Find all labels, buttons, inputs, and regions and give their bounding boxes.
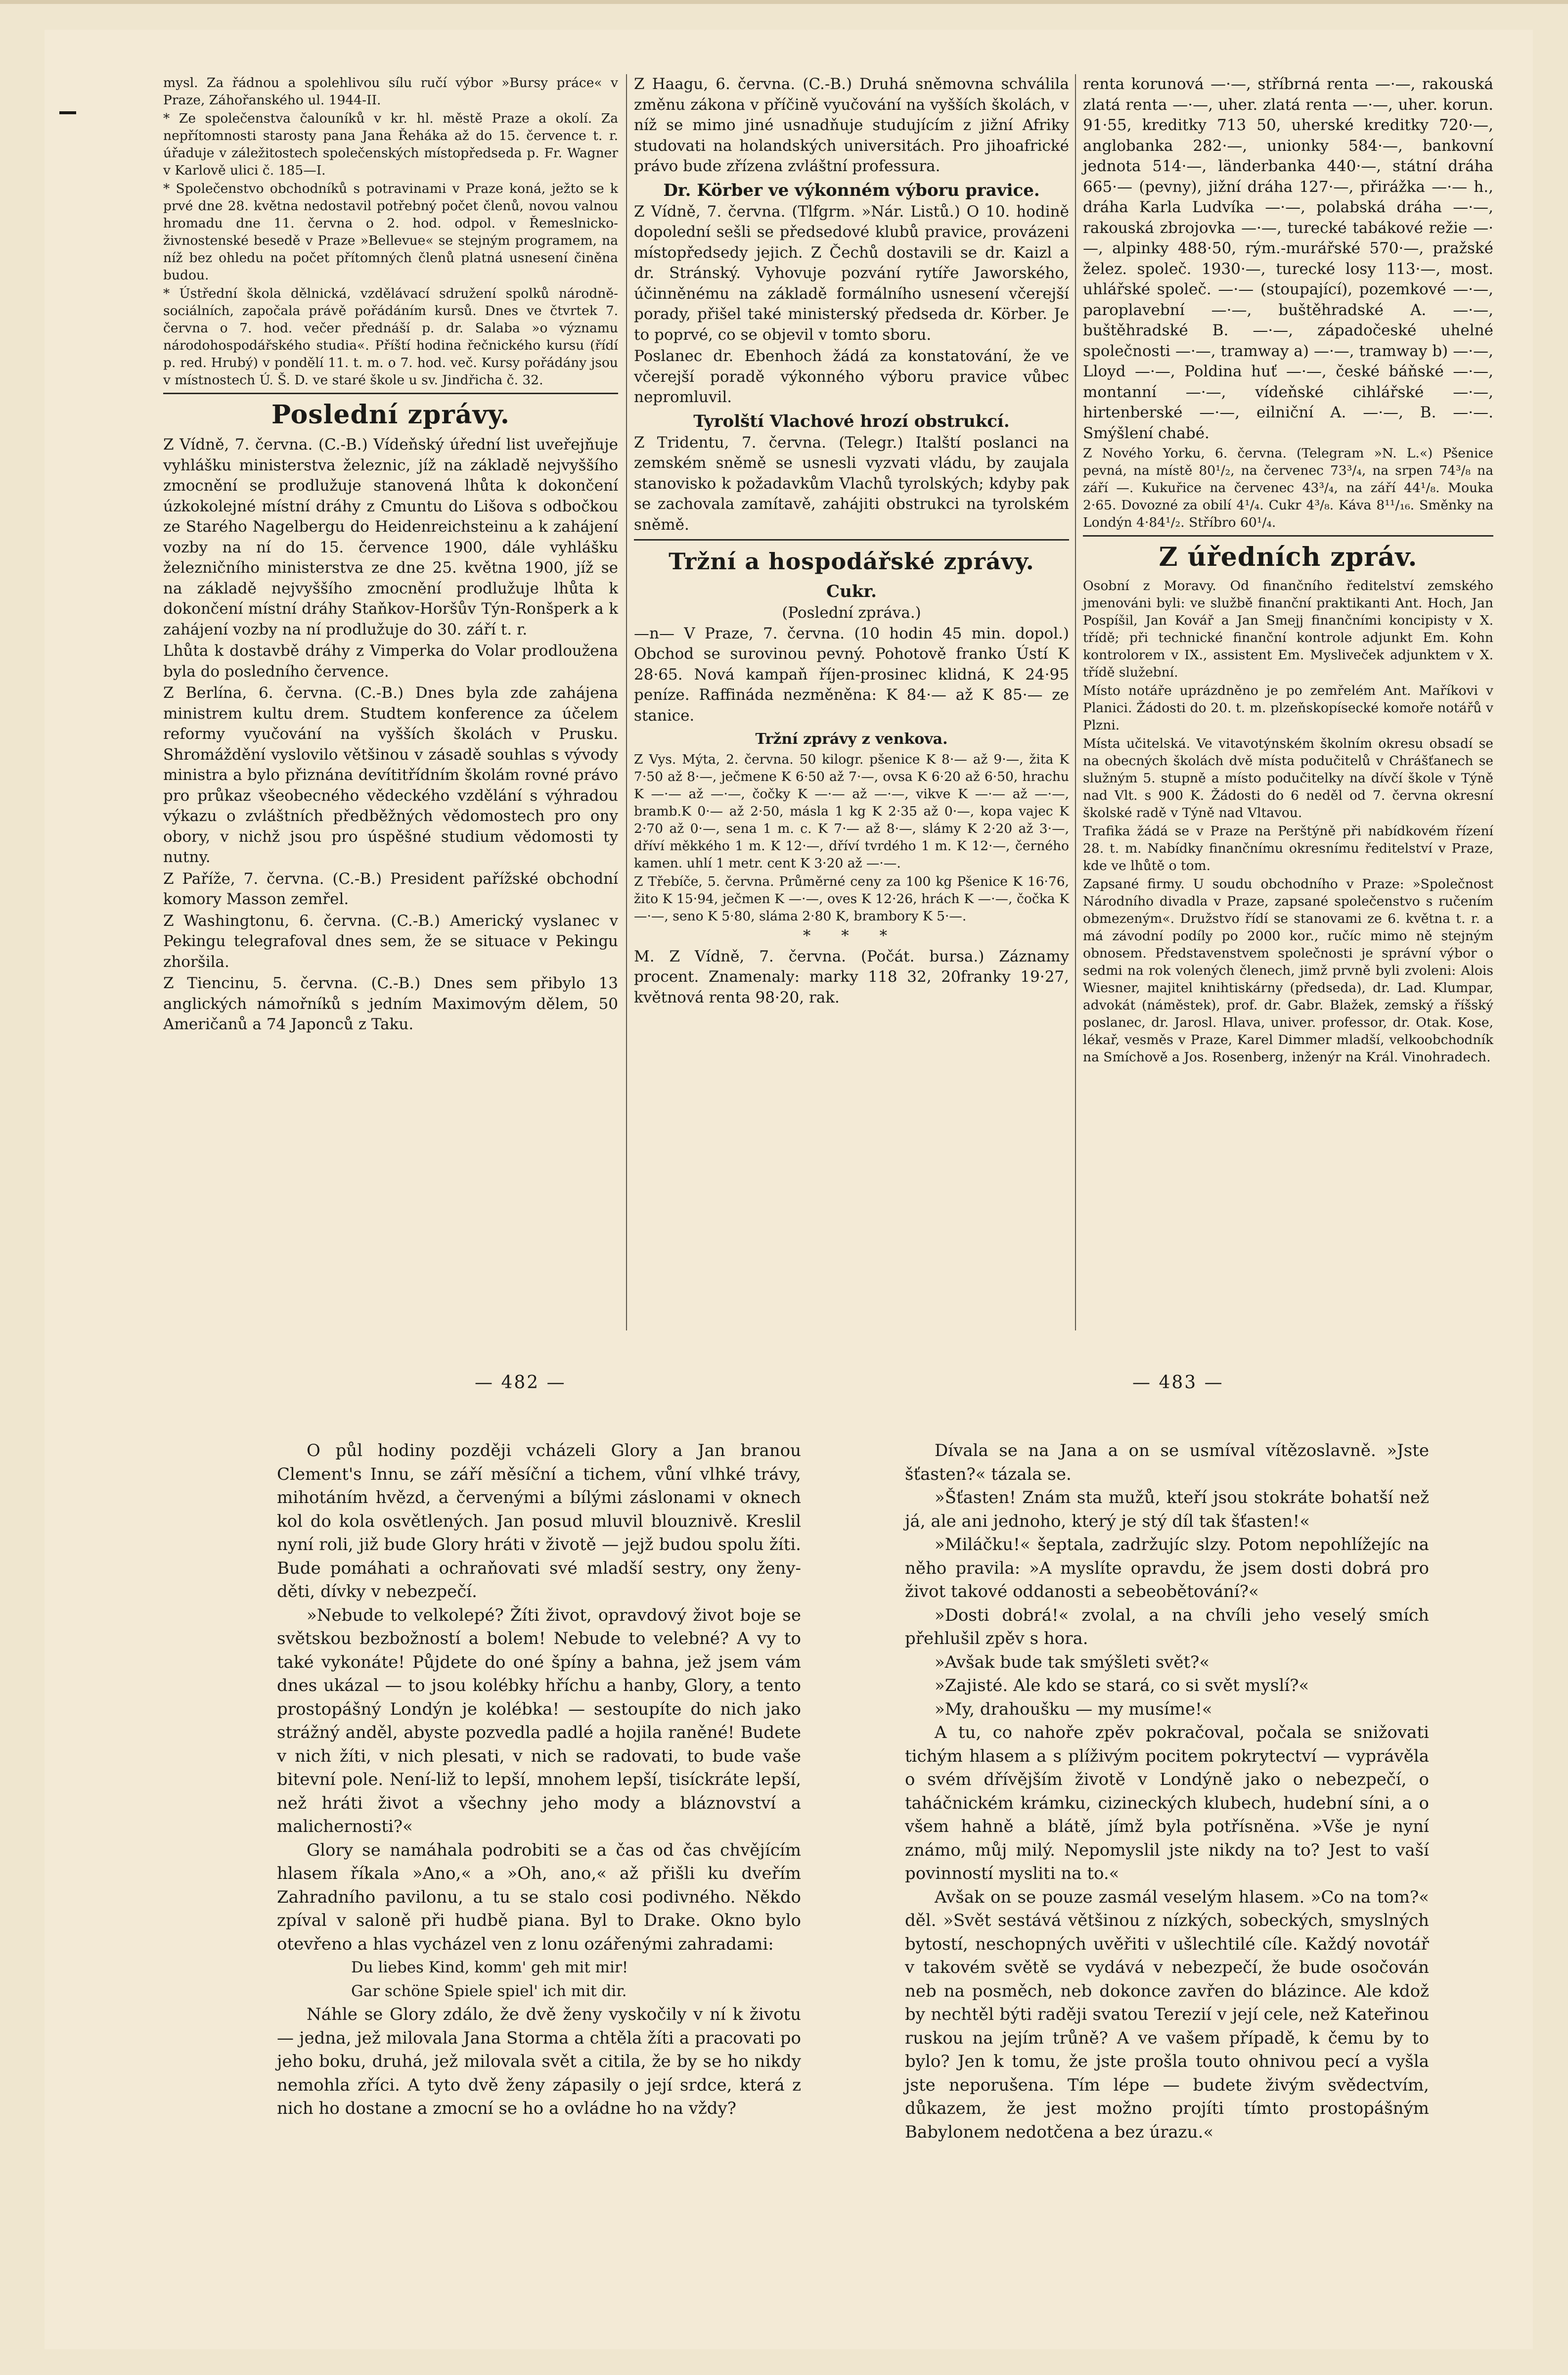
- news-paragraph: Z Washingtonu, 6. června. (C.-B.) Americký vyslanec v Pekingu telegrafoval dnes sem, že se situace v Pekingu zhoršila.: [163, 912, 618, 971]
- article-heading: Dr. Körber ve výkonném výboru pravice.: [663, 180, 1040, 200]
- section-heading-latest-news: Poslední zprávy.: [271, 400, 510, 430]
- novel-paragraph: Dívala se na Jana a on se usmíval vítězoslavně. »Jste šťasten?« tázala se.: [905, 1441, 1429, 1484]
- section-rule: [634, 539, 1069, 541]
- news-paragraph: Z Tiencinu, 5. června. (C.-B.) Dnes sem přibylo 13 anglických námořníků s jedním Maximovým dělem, 50 Američanů a 74 Japonců z Taku.: [163, 974, 618, 1033]
- market-paragraph: M. Z Vídně, 7. června. (Počát. bursa.) Záznamy procent. Znamenaly: marky 118 32, 20franky 19·27, květnová renta 98·20, rak.: [634, 947, 1069, 1006]
- column-2: [634, 74, 1069, 1009]
- column-1: [163, 74, 618, 1036]
- song-verse: Du liebes Kind, komm' geh mit mir!: [351, 1959, 628, 1976]
- scan-edge: [0, 0, 1568, 4]
- novel-paragraph: Náhle se Glory zdálo, že dvě ženy vyskočily v ní k životu — jedna, jež milovala Jana Storma a chtěla žíti a pracovati po jeho boku, druhá, jež milovala svět a citila, že by se ho nikdy nemohla zříci. A tyto dvě ženy zápasily o její srdce, která z nich ho dostane a zmocní se ho a ovládne ho na vždy?: [277, 2005, 801, 2118]
- novel-paragraph: O půl hodiny později vcházeli Glory a Jan branou Clement's Innu, se září měsíční a tichem, vůní vlhké trávy, mihotáním hvězd, a červenými a bílými záslonami v oknech kol do kola osvětlených. Jan posud mluvil blouznivě. Kreslil nyní roli, již bude Glory hráti v životě — jejž budou spolu žíti. Bude pomáhati a ochraňovati své mladší sestry, ony ženy-děti, dívky v nebezpečí.: [277, 1441, 801, 1601]
- article-heading: Tyrolští Vlachové hrozí obstrukcí.: [693, 411, 1010, 431]
- news-paragraph: Z Tridentu, 7. června. (Telegr.) Italští poslanci na zemském sněmě se usnesli vyzvati vládu, by zaujala stanovisko k požadavkům Vlachů tyrolských; kdyby pak se zachovala zamítavě, zahájiti obstrukci na tyrolském sněmě.: [634, 433, 1069, 534]
- notice-paragraph: * Společenstvo obchodníků s potravinami v Praze koná, ježto se k prvé dne 28. května nedostavil potřebný počet členů, novou valnou hromadu dne 11. června o 2. hod. odpol. v Řemeslnicko-živnostenské besedě v Praze »Bellevue« se stejným programem, na níž bez ohledu na počet přítomných členů platná usnesení činěna budou.: [163, 181, 618, 283]
- column-3: [1083, 74, 1493, 1067]
- subheading-note: (Poslední zpráva.): [782, 604, 921, 622]
- column-rule: [1075, 74, 1076, 1330]
- song-verse: Gar schöne Spiele spiel' ich mit dir.: [351, 1982, 627, 2000]
- news-paragraph: Z Paříže, 7. června. (C.-B.) President pařížské obchodní komory Masson zemřel.: [163, 869, 618, 908]
- notice-paragraph: mysl. Za řádnou a spolehlivou sílu ručí výbor »Bursy práce« v Praze, Záhořanského ul. 1944-II.: [163, 75, 618, 108]
- official-paragraph: Zapsané firmy. U soudu obchodního v Praze: »Společnost Národního divadla v Praze, zapsané společenstvo s ručením obmezeným«. Družstvo řídí se stanovami ze 6. května t. r. a má závodní podíly po 2000 kor., ručíc mimo ně stejným obnosem. Představenstvem společnosti je správní výbor o sedmi na rok volených členech, jimž prvně byli zvoleni: Alois Wiesner, majitel knihtiskárny (předseda), dr. Lad. Klumpar, advokát (náměstek), prof. dr. Gabr. Blažek, zemský a říšský poslanec, dr. Jarosl. Hlava, univer. professor, dr. Otak. Kose, lékař, vesměs v Praze, Karel Dimmer mladší, velkoobchodník na Smíchově a Jos. Rosenberg, inženýr na Král. Vinohradech.: [1083, 876, 1493, 1065]
- market-paragraph: Z Nového Yorku, 6. června. (Telegram »N. L.«) Pšenice pevná, na místě 80¹/₂, na červenec 73³/₄, na srpen 74³/₈ na září —. Kukuřice na červenec 43³/₄, na září 44¹/₈. Mouka 2·65. Dovozné za obilí 4¹/₄. Cukr 4³/₈. Káva 8¹¹/₁₆. Směnky na Londýn 4·84¹/₂. Stříbro 60¹/₄.: [1083, 446, 1493, 530]
- news-paragraph: Z Haagu, 6. června. (C.-B.) Druhá sněmovna schválila změnu zákona v příčině vyučování na vyšších školách, v níž se mimo jiné usnadňuje studujícím z jižní Afriky studovati na holandských universitách. Pro jihoafrické právo bude zřízena zvláštní professura.: [634, 75, 1069, 175]
- column-rule: [626, 74, 627, 1330]
- novel-paragraph: »Avšak bude tak smýšleti svět?«: [935, 1652, 1210, 1672]
- novel-text-left: [277, 1439, 801, 2121]
- official-paragraph: Trafika žádá se v Praze na Perštýně při nabídkovém řízení 28. t. m. Nabídky finančnímu okresnímu ředitelství v Praze, kde ve lhůtě o tom.: [1083, 823, 1493, 873]
- notice-paragraph: * Ústřední škola dělnická, vzdělávací sdružení spolků národně-sociálních, započala právě pořádáním kursů. Dnes ve čtvrtek 7. června o 7. hod. večer přednáší p. dr. Salaba »o významu národohospodářského studia«. Příští hodina řečnického kursu (řídí p. red. Hrubý) v pondělí 11. t. m. o 7. hod. več. Kursy pořádány jsou v místnostech Ú. Š. D. ve staré škole u sv. Jindřicha č. 32.: [163, 286, 618, 388]
- official-paragraph: Místo notáře uprázdněno je po zemřelém Ant. Maříkovi v Planici. Žádosti do 20. t. m. plzeňskopísecké komoře notářů v Plzni.: [1083, 683, 1493, 733]
- novel-paragraph: A tu, co nahoře zpěv pokračoval, počala se snižovati tichým hlasem a s plíživým pocitem pokrytectví — vyprávěla o svém dřívějším životě v Londýně jako o nebezpečí, o taháčnickém krámku, cizineckých klubech, hudební síni, a o všem hahně a blátě, jímž byla potřísněna. »Vše je nyní známo, můj milý. Nepomyslil jste nikdy na to? Jest to vaší povinností mysliti na to.«: [905, 1723, 1429, 1883]
- market-paragraph: Z Třebíče, 5. června. Průměrné ceny za 100 kg Pšenice K 16·76, žito K 15·94, ječmen K —·—, oves K 12·26, hrách K —·—, čočka K —·—, seno K 5·80, sláma 2·80 K, brambory K 5·—.: [634, 874, 1069, 924]
- news-paragraph: Poslanec dr. Ebenhoch žádá za konstatování, že ve včerejší poradě výkonného výboru pravice vůbec nepromluvil.: [634, 347, 1069, 406]
- official-paragraph: Místa učitelská. Ve vitavotýnském školním okresu obsadí se na obecných školách dvě místa podučitelů v Chrášťanech se služným 5. stupně a místo podučitelky na dívčí škole v Týně nad Vlt. s 900 K. Žádosti do 6 neděl od 7. června okresní školské radě v Týně nad Vltavou.: [1083, 736, 1493, 821]
- news-paragraph: Lhůta k dostavbě dráhy z Vimperka do Volar prodloužena byla do posledního července.: [163, 642, 618, 681]
- novel-paragraph: »Zajisté. Ale kdo se stará, co si svět myslí?«: [935, 1676, 1309, 1695]
- separator-stars: * * *: [803, 927, 900, 945]
- news-paragraph: Z Vídně, 7. června. (C.-B.) Vídeňský úřední list uveřejňuje vyhlášku ministerstva železnic, jíž na základě nejvyššího zmocnění se prodlužuje stanovená lhůta k dokončení úzkokolejné místní dráhy z Cmuntu do Lišova s odbočkou ze Starého Nagelbergu do Heidenreichsteinu a k zahájení vozby na ní do 15. července 1900, dále vyhlášku železničního ministerstva ze dne 25. května 1900, jíž se na základě nejvyššího zmocnění prodlužuje lhůta k dokončení místní dráhy Staňkov-Horšův Týn-Ronšperk a k zahájení vozby na ní prodlužuje do 30. září t. r.: [163, 436, 618, 639]
- page-number-right: — 483 —: [1132, 1372, 1224, 1393]
- novel-paragraph: »My, drahoušku — my musíme!«: [935, 1699, 1212, 1719]
- novel-paragraph: »Dosti dobrá!« zvolal, a na chvíli jeho veselý smích přehlušil zpěv s hora.: [905, 1605, 1429, 1648]
- novel-paragraph: »Šťasten! Znám sta mužů, kteří jsou stokráte bohatší než já, ale ani jednoho, který je stý díl tak šťasten!«: [905, 1488, 1429, 1531]
- section-heading-market-news: Tržní a hospodářské zprávy.: [669, 548, 1034, 575]
- market-paragraph: renta korunová —·—, stříbrná renta —·—, rakouská zlatá renta —·—, uher. zlatá renta —·—, uher. korun. 91·55, kreditky 713 50, uherské kreditky 720·—, anglobanka 282·—, unionky 584·—, bankovní jednota 514·—, länderbanka 440·—, státní dráha 665·— (pevny), jižní dráha 127·—, přirážka —·— h., dráha Karla Ludvíka —·—, polabská dráha —·—, rakouská zbrojovka —·—, turecké tabákové režie —·—, alpinky 488·50, rým.-murářské 570·—, pražské želez. společ. 1930·—, turecké losy 113·—, most. uhlářské společ. —·— (stoupající), pozemkové —·—, paroplavební —·—, buštěhradské A. —·—, buštěhradské B. —·—, západočeské uhelné společnosti —·—, tramway a) —·—, tramway b) —·—, Lloyd —·—, Poldina huť —·—, české báňské —·—, montanní —·—, vídeňské cihlářské —·—, hirtenberské —·—, eilniční A. —·—, B. —·—. Smýšlení chabé.: [1083, 75, 1493, 442]
- news-paragraph: Z Vídně, 7. června. (Tlfgrm. »Nár. Listů.) O 10. hodině dopolední sešli se předsedové klubů pravice, provázeni místopředsedy jejich. Z Čechů dostavili se dr. Kaizl a dr. Stránský. Vyhovuje pozvání rytíře Jaworského, účinněnému na základě formálního usnesení včerejší porady, přišel také ministerský předseda dr. Körber. Je to poprvé, co se objevil v tomto sboru.: [634, 202, 1069, 344]
- page-number-left: — 482 —: [475, 1372, 566, 1393]
- novel-paragraph: »Nebude to velkolepé? Žíti život, opravdový život boje se světskou bezbožností a bolem! Nebude to velebné? A vy to také vykonáte! Půjdete do oné špíny a bahna, jež jsem vám dnes ukázal — to jsou kolébky hříchu a hanby, Glory, a tento prostopášný Londýn je kolébka! — sestoupíte do nich jako strážný anděl, abyste pozvedla padlé a hojila raněné! Budete v nich žíti, v nich plesati, v nich se radovati, to bude vaše bitevní pole. Není-liž to lepší, mnohem lepší, tisíckráte lepší, než hráti život a všechny jeho mody a bláznovství a malichernosti?«: [277, 1605, 801, 1836]
- novel-paragraph: Avšak on se pouze zasmál veselým hlasem. »Co na tom?« děl. »Svět sestává většinou z nízkých, sobeckých, smyslných bytostí, neschopných uvěřiti v ušlechtilé cíle. Každý novotář v takovém světě se vydává v nebezpečí, že bude osočován neb na posměch, neb dokonce zavřen do blázince. Ale kdož by nechtěl býti raději svatou Terezií v její cele, než Kateřinou ruskou na jejím trůně? A ve vašem případě, k čemu by to bylo? Jen k tomu, že jste prošla touto ohnivou pecí a vyšla jste neporušena. Tím lépe — budete živým svědectvím, důkazem, že jest možno projíti tímto prostopášným Babylonem nedotčena a bez úrazu.«: [905, 1887, 1429, 2142]
- notice-paragraph: * Ze společenstva čalouníků v kr. hl. městě Praze a okolí. Za nepřítomnosti starosty pana Jana Řeháka až do 15. července t. r. úřaduje v záležitostech společenských místopředseda p. Fr. Wagner v Karlově ulici č. 185—I.: [163, 111, 618, 178]
- subheading-country-markets: Tržní zprávy z venkova.: [755, 731, 948, 748]
- official-paragraph: Osobní z Moravy. Od finančního ředitelství zemského jmenováni byli: ve službě finanční praktikanti Ant. Hoch, Jan Pospíšil, Jan Kovář a Jan Smejj finančními koncipisty v X. třídě; při technické finanční kontrole adjunkt Em. Kohn kontrolorem v IX., assistent Em. Mysliveček adjunktem v X. třídě služební.: [1083, 578, 1493, 680]
- novel-paragraph: Glory se namáhala podrobiti se a čas od čas chvějícím hlasem říkala »Ano,« a »Oh, ano,« až přišli ku dveřím Zahradního pavilonu, a tu se stalo cosi podivného. Někdo zpíval v saloně při hudbě piana. Byl to Drake. Okno bylo otevřeno a hlas vycházel ven z lonu ozářenými zahradami:: [277, 1840, 801, 1954]
- section-rule: [163, 393, 618, 394]
- margin-mark: [59, 111, 76, 114]
- section-rule: [1083, 535, 1493, 537]
- novel-paragraph: »Miláčku!« šeptala, zadržujíc slzy. Potom nepohlížejíc na něho pravila: »A myslíte opravdu, že jsem dosti dobrá pro život takové oddanosti a sebeobětování?«: [905, 1535, 1429, 1601]
- news-paragraph: Z Berlína, 6. června. (C.-B.) Dnes byla zde zahájena ministrem kultu drem. Studtem konference za účelem reformy vyučování na vyšších školách v Prusku. Shromáždění vyslovilo většinou v zásadě souhlas s vývody ministra a bylo přiznána devítitřídním školám rovné právo pro průkaz všeobecného vědeckého vzdělání s výhradou výkazu o zvláštních předběžných vědomostech pro ony obory, v nichž jsou pro úspěšné studium vědomosti ty nutny.: [163, 684, 618, 866]
- novel-text-right: [905, 1439, 1429, 2144]
- market-paragraph: Z Vys. Mýta, 2. června. 50 kilogr. pšenice K 8·— až 9·—, žita K 7·50 až 8·—, ječmene K 6·50 až 7·—, ovsa K 6·20 až 6·50, hrachu K —·— až —·—, čočky K —·— až —·—, vikve K —·— až —·—, bramb.K 0·— až 2·50, másla 1 kg K 2·35 až 0·—, kopa vajec K 2·70 až 0·—, sena 1 m. c. K 7·— až 8·—, slámy K 2·20 až 3·—, dříví měkkého 1 m. K 12·—, dříví tvrdého 1 m. K 12·—, černého kamen. uhlí 1 metr. cent K 3·20 až —·—.: [634, 752, 1069, 871]
- market-paragraph: —n— V Praze, 7. června. (10 hodin 45 min. dopol.) Obchod se surovinou pevný. Pohotově franko Ústí K 28·65. Nová kampaň říjen-prosinec klidná, K 24·95 peníze. Raffináda nezměněna: K 84·— až K 85·— ze stanice.: [634, 624, 1069, 725]
- section-heading-official-news: Z úředních zpráv.: [1159, 542, 1418, 572]
- subheading-sugar: Cukr.: [826, 582, 877, 601]
